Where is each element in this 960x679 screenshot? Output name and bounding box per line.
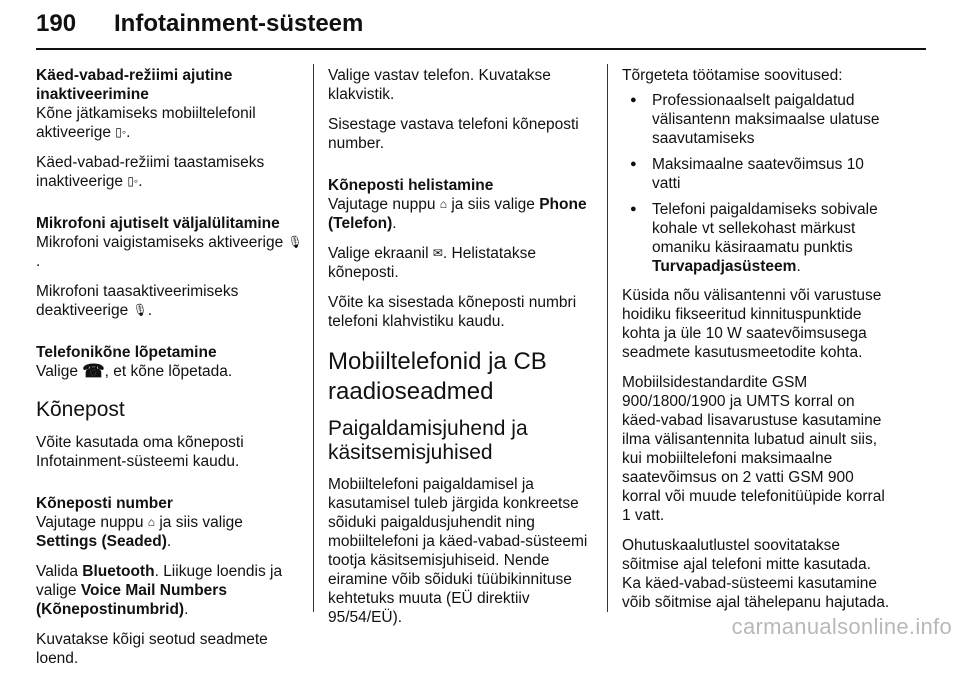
recommendation-list (622, 91, 894, 276)
text: Vajutage nuppu (328, 196, 440, 213)
watermark: carmanualsonline.info (731, 614, 952, 639)
heading-mobile-cb: Mobiiltelefonid ja CB raadioseadmed (328, 348, 547, 405)
text: Telefoni paigaldamiseks sobivale kohale vt sellekohast märkust omaniku käsiraamatu punktis (652, 201, 878, 256)
text: . Liikuge loendis ja valige (36, 563, 283, 599)
menu-ref: Phone (Telefon) (328, 196, 587, 232)
text: . (166, 533, 172, 550)
paragraph: Võite kasutada oma kõneposti Infotainment-süsteemi kaudu. (36, 434, 244, 470)
phone-speaker-icon: ▯◦ (115, 125, 127, 139)
paragraph (36, 362, 304, 381)
paragraph: Valige vastav telefon. Kuvatakse klakvistik. (328, 67, 551, 103)
heading-voicemail: Kõnepost (36, 398, 125, 421)
text: . (184, 601, 189, 618)
paragraph: Mikrofoni taasaktiveerimiseks deaktiveerige 🎙. (36, 283, 239, 319)
list-item (622, 200, 894, 276)
voicemail-icon: ✉ (432, 246, 443, 260)
column-middle (328, 66, 596, 638)
paragraph: Kuvatakse kõigi seotud seadmete loend. (36, 631, 268, 667)
paragraph (36, 562, 304, 619)
column-divider (607, 64, 608, 612)
heading-voicemail-number: Kõneposti number (36, 495, 173, 512)
heading-handsfree-off: Käed-vabad-režiimi ajutine inaktiveerimine (36, 67, 233, 103)
text: Mikrofoni taasaktiveerimiseks deaktiveerige (36, 283, 239, 319)
menu-ref: Settings (Seaded) (36, 533, 167, 550)
paragraph: Küsida nõu välisantenni või varustuse hoidiku fikseeritud kinnituspunktide kohta ja üle 10 W saatevõimsusega seadmete kasutusmeetodite kohta. (622, 287, 882, 361)
hang-up-icon: ☎ (82, 361, 105, 381)
menu-ref: Bluetooth (82, 563, 155, 580)
text: Valige (36, 363, 83, 380)
column-left (36, 66, 304, 679)
heading-mic-mute: Mikrofoni ajutiselt väljalülitamine (36, 215, 280, 232)
text: Kõne jätkamiseks mobiiltelefonil aktiveerige (36, 105, 256, 141)
section-ref: Turvapadjasüsteem (652, 258, 797, 275)
text: Valige ekraanil (328, 245, 433, 262)
paragraph: Tõrgeteta töötamise soovitused: (622, 67, 843, 84)
paragraph: Võite ka sisestada kõneposti numbri telefoni klahvistiku kaudu. (328, 294, 577, 330)
column-divider (313, 64, 314, 612)
column-right (622, 66, 894, 623)
text: , et kõne lõpetada. (104, 363, 233, 380)
paragraph (328, 244, 596, 282)
text: Vajutage nuppu (36, 514, 148, 531)
heading-call-voicemail: Kõneposti helistamine (328, 177, 494, 194)
text: . Helistatakse kõneposti. (328, 245, 536, 281)
heading-installation: Paigaldamisjuhend ja käsitsemisjuhised (328, 417, 528, 464)
heading-end-call: Telefonikõne lõpetamine (36, 344, 217, 361)
paragraph: Mikrofoni vaigistamiseks aktiveerige 🎙. (36, 234, 303, 270)
microphone-icon: 🎙 (287, 235, 303, 249)
paragraph: Kõne jätkamiseks mobiiltelefonil aktiveerige ▯◦. (36, 105, 256, 141)
paragraph (36, 513, 304, 551)
paragraph: Käed-vabad-režiimi taastamiseks inaktiveerige ▯◦. (36, 154, 265, 190)
paragraph: Mobiilsidestandardite GSM 900/1800/1900 ja UMTS korral on käed-vabad lisavarustuse kasutamine ilma välisantennita lubatud ainult siis, kui mobiiltelefoni maksimaalne saatevõimsus on 2 vatti GSM 900 korral või muude telefonitüüpide korral 1 vatt. (622, 374, 885, 524)
text: ja siis valige (155, 514, 243, 531)
text: Mikrofoni vaigistamiseks aktiveerige (36, 234, 288, 251)
microphone-icon: 🎙 (132, 303, 148, 317)
home-button-icon: ⌂ (147, 515, 156, 529)
home-button-icon: ⌂ (439, 197, 448, 211)
list-item: ● Professionaalselt paigaldatud välisantenn maksimaalse ulatuse saavutamiseks (622, 91, 894, 148)
header-divider (36, 48, 926, 50)
phone-speaker-icon: ▯◦ (127, 174, 139, 188)
text: . (392, 215, 397, 232)
text: Käed-vabad-režiimi taastamiseks inaktiveerige (36, 154, 265, 190)
text: Valida (36, 563, 83, 580)
text: ja siis valige (447, 196, 540, 213)
page-title: Infotainment-süsteem (114, 10, 364, 37)
text: . (796, 258, 801, 275)
list-item: ● Maksimaalne saatevõimsus 10 vatti (622, 155, 894, 193)
paragraph: Mobiiltelefoni paigaldamisel ja kasutamisel tuleb järgida konkreetse sõiduki paigaldusjuhendit ning mobiiltelefoni ja käed-vabad-süsteemi tootja käsitsemisjuhiseid. Nende eiramine võib sõiduki tüübikinnituse kehtetuks muuta (EÜ direktiiv 95/54/EÜ). (328, 476, 588, 626)
page-header (36, 2, 936, 56)
paragraph: Ohutuskaalutlustel soovitatakse sõitmise ajal telefoni mitte kasutada. Ka käed-vabad-süsteemi kasutamine võib sõitmise ajal tähelepanu hajutada. (622, 537, 890, 611)
paragraph (328, 195, 596, 233)
paragraph: Sisestage vastava telefoni kõneposti number. (328, 116, 579, 152)
menu-ref: Voice Mail Numbers (Kõnepostinumbrid) (36, 582, 227, 618)
page-number: 190 (36, 10, 77, 37)
